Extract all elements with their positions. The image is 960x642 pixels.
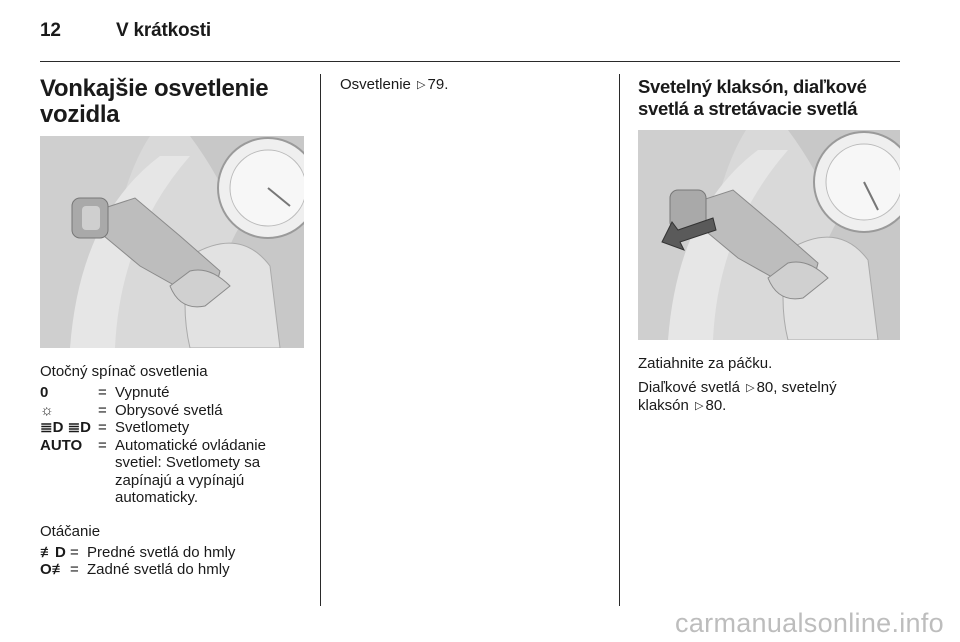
definition-row xyxy=(40,384,304,402)
section-heading-exterior-lighting: Vonkajšie osvetlenie vozidla xyxy=(40,75,269,128)
page-title: V krátkosti xyxy=(116,20,211,41)
section-heading-headlight-flash: Svetelný klaksón, diaľkové svetlá a stretávacie svetlá xyxy=(638,76,867,119)
instruction-text: Zatiahnite za páčku. xyxy=(638,355,773,372)
reference-page[interactable]: 79. xyxy=(427,76,449,93)
definition-text: Vypnuté xyxy=(115,384,170,401)
spacer xyxy=(40,507,304,523)
reference-page[interactable]: 80. xyxy=(705,397,727,414)
reference-text: Osvetlenie xyxy=(340,76,411,93)
off-symbol: 0 xyxy=(40,384,49,401)
reference-text: klaksón xyxy=(638,397,689,414)
definition-text: Zadné svetlá do hmly xyxy=(87,561,230,578)
rear-fog-light-icon: O≢ xyxy=(40,561,67,578)
definition-row xyxy=(40,437,304,507)
equals-sign: = xyxy=(70,543,79,561)
equals-sign: = xyxy=(98,436,107,454)
definition-row xyxy=(40,561,304,579)
headlight-icon: ≣D ≣D xyxy=(40,419,91,436)
auto-symbol: AUTO xyxy=(40,436,83,454)
column-lighting-reference xyxy=(340,76,600,94)
definition-row xyxy=(40,419,304,437)
definition-row xyxy=(40,402,304,420)
fog-light-positions xyxy=(40,544,304,579)
column-divider-2 xyxy=(619,74,620,606)
lighting-reference xyxy=(340,76,600,94)
equals-sign: = xyxy=(98,419,107,436)
equals-sign: = xyxy=(98,401,107,419)
light-switch-illustration xyxy=(40,136,304,348)
equals-sign: = xyxy=(70,561,79,578)
reference-text: Diaľkové svetlá xyxy=(638,379,740,396)
definition-text: Predné svetlá do hmly xyxy=(87,543,236,561)
reference-page[interactable]: 80, svetelný xyxy=(756,379,837,396)
lever-pull-illustration xyxy=(638,130,900,340)
equals-sign: = xyxy=(98,384,107,401)
light-switch-caption: Otočný spínač osvetlenia xyxy=(40,363,208,380)
light-switch-positions xyxy=(40,384,304,507)
page-number: 12 xyxy=(40,20,61,41)
page-reference-arrow-icon: ▷ xyxy=(417,79,426,91)
rotate-label: Otáčanie xyxy=(40,522,101,540)
headlight-reference xyxy=(638,379,900,415)
header-rule xyxy=(40,61,900,62)
definition-text: Obrysové svetlá xyxy=(115,401,223,419)
front-fog-light-icon: ≢D xyxy=(40,543,66,561)
sidelight-icon: ☼ xyxy=(40,401,54,419)
watermark: carmanualsonline.info xyxy=(675,608,944,638)
definition-text: Svetlomety xyxy=(115,419,190,436)
page-reference-arrow-icon: ▷ xyxy=(695,400,704,412)
column-headlight-flash xyxy=(638,76,900,415)
definition-row xyxy=(40,544,304,562)
definition-text: Automatické ovládanie svetiel: Svetlomety sa zapínajú a vypínajú automaticky. xyxy=(115,436,266,506)
page-reference-arrow-icon: ▷ xyxy=(746,382,755,394)
column-exterior-lighting xyxy=(40,76,304,579)
column-divider-1 xyxy=(320,74,321,606)
